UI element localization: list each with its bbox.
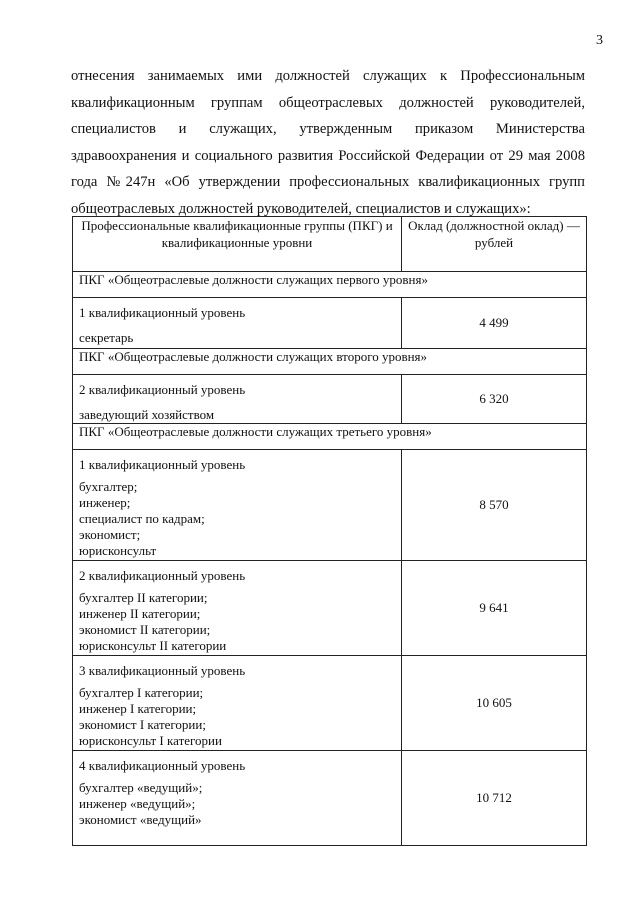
level-positions: бухгалтер «ведущий»; инженер «ведущий»; экономист «ведущий» <box>79 780 203 827</box>
level-positions: бухгалтер I категории; инженер I категории; экономист I категории; юрисконсульт I категории <box>79 685 222 748</box>
salary-value: 10 605 <box>402 656 587 751</box>
page-number: 3 <box>596 33 603 48</box>
level-title: 2 квалификационный уровень <box>79 382 246 397</box>
salary-value: 10 712 <box>402 751 587 846</box>
group-row <box>73 272 587 298</box>
salary-value: 6 320 <box>402 375 587 424</box>
level-cell <box>73 450 402 561</box>
table-header-row <box>73 217 587 272</box>
level-cell <box>73 561 402 656</box>
group-title: ПКГ «Общеотраслевые должности служащих третьего уровня» <box>73 424 587 450</box>
header-salary: Оклад (должностной оклад) — рублей <box>402 217 587 272</box>
table-row <box>73 375 587 424</box>
group-title: ПКГ «Общеотраслевые должности служащих второго уровня» <box>73 349 587 375</box>
table-row <box>73 656 587 751</box>
level-positions: бухгалтер; инженер; специалист по кадрам; экономист; юрисконсульт <box>79 479 205 558</box>
salary-value: 9 641 <box>402 561 587 656</box>
level-title: 1 квалификационный уровень <box>79 457 246 472</box>
salary-table <box>72 216 587 846</box>
group-title: ПКГ «Общеотраслевые должности служащих первого уровня» <box>73 272 587 298</box>
level-cell <box>73 751 402 846</box>
level-title: 4 квалификационный уровень <box>79 758 246 773</box>
level-title: 1 квалификационный уровень <box>79 305 246 320</box>
table-row <box>73 561 587 656</box>
intro-paragraph: отнесения занимаемых ими должностей служащих к Профессиональным квалификационным группам общеотраслевых должностей руководителей, специалистов и служащих, утвержденным приказом Министерства здравоохранения и социального развития Российской Федерации от 29 мая 2008 года №247н «Об утверждении профессиональных квалификационных групп общеотраслевых должностей руководителей, специалистов и служащих»: <box>71 68 585 217</box>
level-positions: заведующий хозяйством <box>79 407 215 422</box>
level-cell <box>73 375 402 424</box>
level-positions: бухгалтер II категории; инженер II категории; экономист II категории; юрисконсульт II категории <box>79 590 227 653</box>
salary-value: 4 499 <box>402 298 587 349</box>
level-title: 2 квалификационный уровень <box>79 568 246 583</box>
level-positions: секретарь <box>79 330 134 345</box>
salary-value: 8 570 <box>402 450 587 561</box>
table-row <box>73 450 587 561</box>
group-row <box>73 349 587 375</box>
level-cell <box>73 298 402 349</box>
header-groups-levels: Профессиональные квалификационные группы (ПКГ) и квалификационные уровни <box>73 217 402 272</box>
table-row <box>73 298 587 349</box>
table-row <box>73 751 587 846</box>
level-title: 3 квалификационный уровень <box>79 663 246 678</box>
level-cell <box>73 656 402 751</box>
group-row <box>73 424 587 450</box>
